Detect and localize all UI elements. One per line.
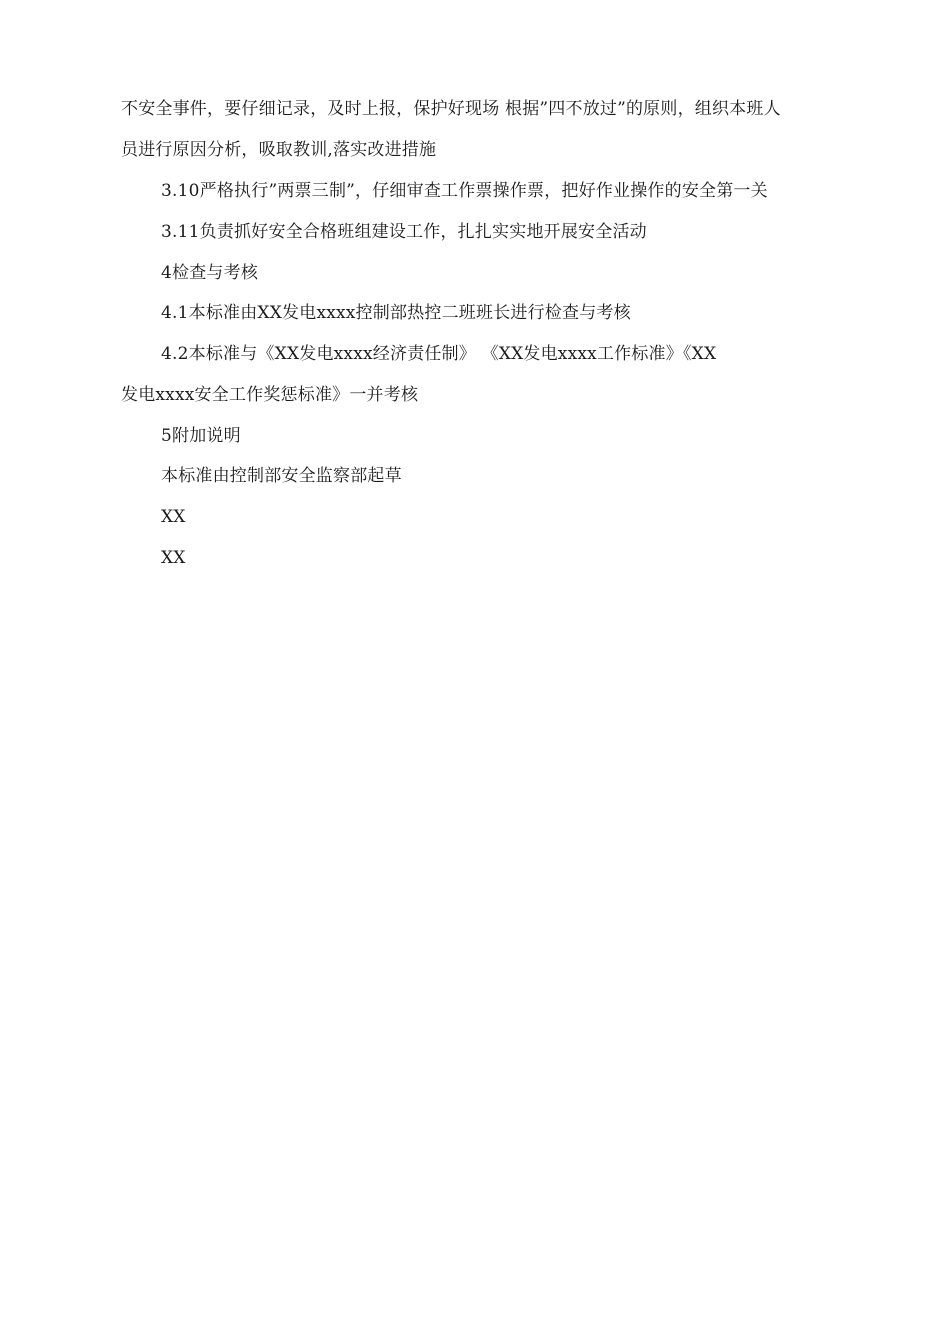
- clause-3-10: 3.10严格执行”两票三制”，仔细审查工作票操作票，把好作业操作的安全第一关: [161, 181, 768, 201]
- clause-4-2-continued: 发电xxxx安全工作奖惩标准》一并考核: [121, 385, 419, 405]
- clause-3-11: 3.11负责抓好安全合格班组建设工作，扎扎实实地开展安全活动: [161, 222, 647, 242]
- signature-line: XX: [161, 507, 186, 527]
- clause-4-2: 4.2本标准与《XX发电xxxx经济责任制》 《XX发电xxxx工作标准》《XX: [161, 344, 717, 364]
- signature-line: XX: [161, 548, 186, 568]
- drafting-note: 本标准由控制部安全监察部起草: [161, 466, 402, 486]
- clause-4-1: 4.1本标准由XX发电xxxx控制部热控二班班长进行检查与考核: [161, 303, 631, 323]
- paragraph-line: 不安全事件，要仔细记录，及时上报，保护好现场 根据”四不放过”的原则，组织本班人: [121, 99, 781, 119]
- section-heading-4: 4检查与考核: [161, 263, 259, 283]
- section-heading-5: 5附加说明: [161, 426, 241, 446]
- paragraph-line: 员进行原因分析，吸取教训,落实改进措施: [121, 140, 437, 160]
